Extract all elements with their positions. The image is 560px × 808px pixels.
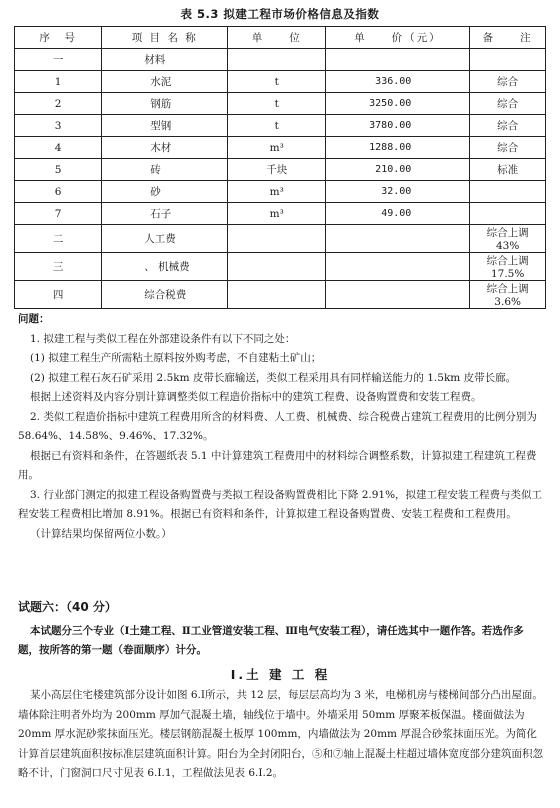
cell-price: 3250.00 bbox=[326, 93, 470, 115]
header-unit: 单 位 bbox=[228, 27, 326, 49]
cell-name: 综合税费 bbox=[102, 281, 228, 309]
cell-seq: 一 bbox=[15, 49, 102, 71]
cell-price: 336.00 bbox=[326, 71, 470, 93]
cell-note bbox=[470, 49, 546, 71]
cell-unit: m³ bbox=[228, 203, 326, 225]
cell-name: 钢筋 bbox=[102, 93, 228, 115]
header-note: 备 注 bbox=[470, 27, 546, 49]
section-six-title: 试题六：（40 分） bbox=[18, 600, 117, 614]
section-six-body: 某小高层住宅楼建筑部分设计如图 6.Ⅰ所示，共 12 层，每层层高均为 3 米，电梯机房与楼梯间部分凸出屋面。墙体除注明者外均为 200mm 厚加气混凝土墙，轴线位于墙中。外墙采用 50mm 厚聚苯板保温。楼面做法为 20mm 厚水泥砂浆抹面压光。楼层钢筋混凝土板厚 100mm，内墙做法为 20mm 厚混合砂浆抹面压光。为简化计算首层建筑面积按标准层建筑面积计算。阳台为全封闭阳台，⑤和⑦轴上混凝土柱超过墙体宽度部分建筑面积忽略不计，门窗洞口尺寸见表 6.Ⅰ.1，工程做法见表 6.Ⅰ.2。 bbox=[18, 689, 543, 779]
section-six-instructions: 本试题分三个专业（Ⅰ土建工程、Ⅱ工业管道安装工程、Ⅲ电气安装工程），请任选其中一题作答。若选作多题，按所答的第一题（卷面顺序）计分。 bbox=[18, 624, 524, 656]
cell-price bbox=[326, 253, 470, 281]
cell-name: 人工费 bbox=[102, 225, 228, 253]
cell-unit bbox=[228, 49, 326, 71]
cell-price: 3780.00 bbox=[326, 115, 470, 137]
cell-price bbox=[326, 281, 470, 309]
cell-name: 型钢 bbox=[102, 115, 228, 137]
table-row bbox=[15, 93, 546, 115]
questions-heading: 问题： bbox=[18, 313, 50, 325]
cell-seq: 3 bbox=[15, 115, 102, 137]
header-price: 单 价（元） bbox=[326, 27, 470, 49]
cell-unit: t bbox=[228, 71, 326, 93]
cell-price: 49.00 bbox=[326, 203, 470, 225]
cell-note: 综合 bbox=[470, 71, 546, 93]
cell-seq: 2 bbox=[15, 93, 102, 115]
table-row bbox=[15, 225, 546, 253]
cell-name: 砂 bbox=[102, 181, 228, 203]
cell-seq: 5 bbox=[15, 159, 102, 181]
cell-seq: 1 bbox=[15, 71, 102, 93]
cell-unit: 千块 bbox=[228, 159, 326, 181]
question-2: 2. 类似工程造价指标中建筑工程费用所含的材料费、人工费、机械费、综合税费占建筑工程费用的比例分别为 58.64%、14.58%、9.46%、17.32%。 bbox=[18, 410, 537, 442]
cell-seq: 6 bbox=[15, 181, 102, 203]
cell-seq: 二 bbox=[15, 225, 102, 253]
cell-price: 1288.00 bbox=[326, 137, 470, 159]
cell-note: 标准 bbox=[470, 159, 546, 181]
cell-unit bbox=[228, 281, 326, 309]
question-1-item-1: (1) 拟建工程生产所需粘土原料按外购考虑，不自建粘土矿山； bbox=[30, 352, 322, 364]
cell-price bbox=[326, 49, 470, 71]
header-name: 项 目 名 称 bbox=[102, 27, 228, 49]
question-3: 3. 行业部门测定的拟建工程设备购置费与类拟工程设备购置费相比下降 2.91%，拟建工程安装工程费与类似工程安装工程费相比增加 8.91%。根据已有资料和条件，计算拟建工程设备购置费、安装工程费和工程费用。 bbox=[18, 488, 543, 520]
cell-name: 砖 bbox=[102, 159, 228, 181]
cell-note: 综合上调 3.6% bbox=[470, 281, 546, 309]
cell-unit: t bbox=[228, 115, 326, 137]
cell-unit: m³ bbox=[228, 181, 326, 203]
table-row bbox=[15, 115, 546, 137]
market-price-table bbox=[14, 26, 546, 309]
questions-block bbox=[18, 310, 543, 544]
section-six-subtitle: Ⅰ.土 建 工 程 bbox=[230, 666, 331, 682]
cell-seq: 三 bbox=[15, 253, 102, 281]
cell-note: 综合上调 17.5% bbox=[470, 253, 546, 281]
cell-name: 材料 bbox=[102, 49, 228, 71]
question-1: 1. 拟建工程与类似工程在外部建设条件有以下不同之处： bbox=[30, 332, 296, 345]
table-row bbox=[15, 71, 546, 93]
table-row bbox=[15, 159, 546, 181]
question-1-item-2: (2) 拟建工程石灰石矿采用 2.5km 皮带长廊输送，类似工程采用具有同样输送能力的 1.5km 皮带长廊。 bbox=[30, 371, 517, 384]
cell-price bbox=[326, 225, 470, 253]
cell-seq: 7 bbox=[15, 203, 102, 225]
cell-unit: m³ bbox=[228, 137, 326, 159]
table-row bbox=[15, 49, 546, 71]
section-six-block bbox=[18, 598, 543, 784]
cell-unit bbox=[228, 225, 326, 253]
cell-name: 水泥 bbox=[102, 71, 228, 93]
table-header-row bbox=[15, 27, 546, 49]
rounding-note: （计算结果均保留两位小数。） bbox=[30, 527, 172, 540]
cell-seq: 4 bbox=[15, 137, 102, 159]
cell-unit bbox=[228, 253, 326, 281]
cell-note bbox=[470, 181, 546, 203]
cell-name: 、 机械费 bbox=[102, 253, 228, 281]
table-row bbox=[15, 137, 546, 159]
cell-note: 综合上调 43% bbox=[470, 225, 546, 253]
cell-price: 210.00 bbox=[326, 159, 470, 181]
table-row bbox=[15, 253, 546, 281]
question-2-task: 根据已有资料和条件，在答题纸表 5.1 中计算建筑工程费用中的材料综合调整系数，计算拟建工程建筑工程费用。 bbox=[18, 449, 537, 481]
cell-note: 综合 bbox=[470, 93, 546, 115]
cell-seq: 四 bbox=[15, 281, 102, 309]
table-row bbox=[15, 181, 546, 203]
cell-note: 综合 bbox=[470, 115, 546, 137]
table-caption: 表 5.3 拟建工程市场价格信息及指数 bbox=[180, 7, 380, 21]
cell-name: 石子 bbox=[102, 203, 228, 225]
question-1-task: 根据上述资料及内容分别计算调整类似工程造价指标中的建筑工程费、设备购置费和安装工程费。 bbox=[30, 391, 482, 403]
cell-note bbox=[470, 203, 546, 225]
table-row bbox=[15, 281, 546, 309]
cell-unit: t bbox=[228, 93, 326, 115]
cell-name: 木材 bbox=[102, 137, 228, 159]
cell-note: 综合 bbox=[470, 137, 546, 159]
table-row bbox=[15, 203, 546, 225]
cell-price: 32.00 bbox=[326, 181, 470, 203]
header-seq: 序 号 bbox=[15, 27, 102, 49]
